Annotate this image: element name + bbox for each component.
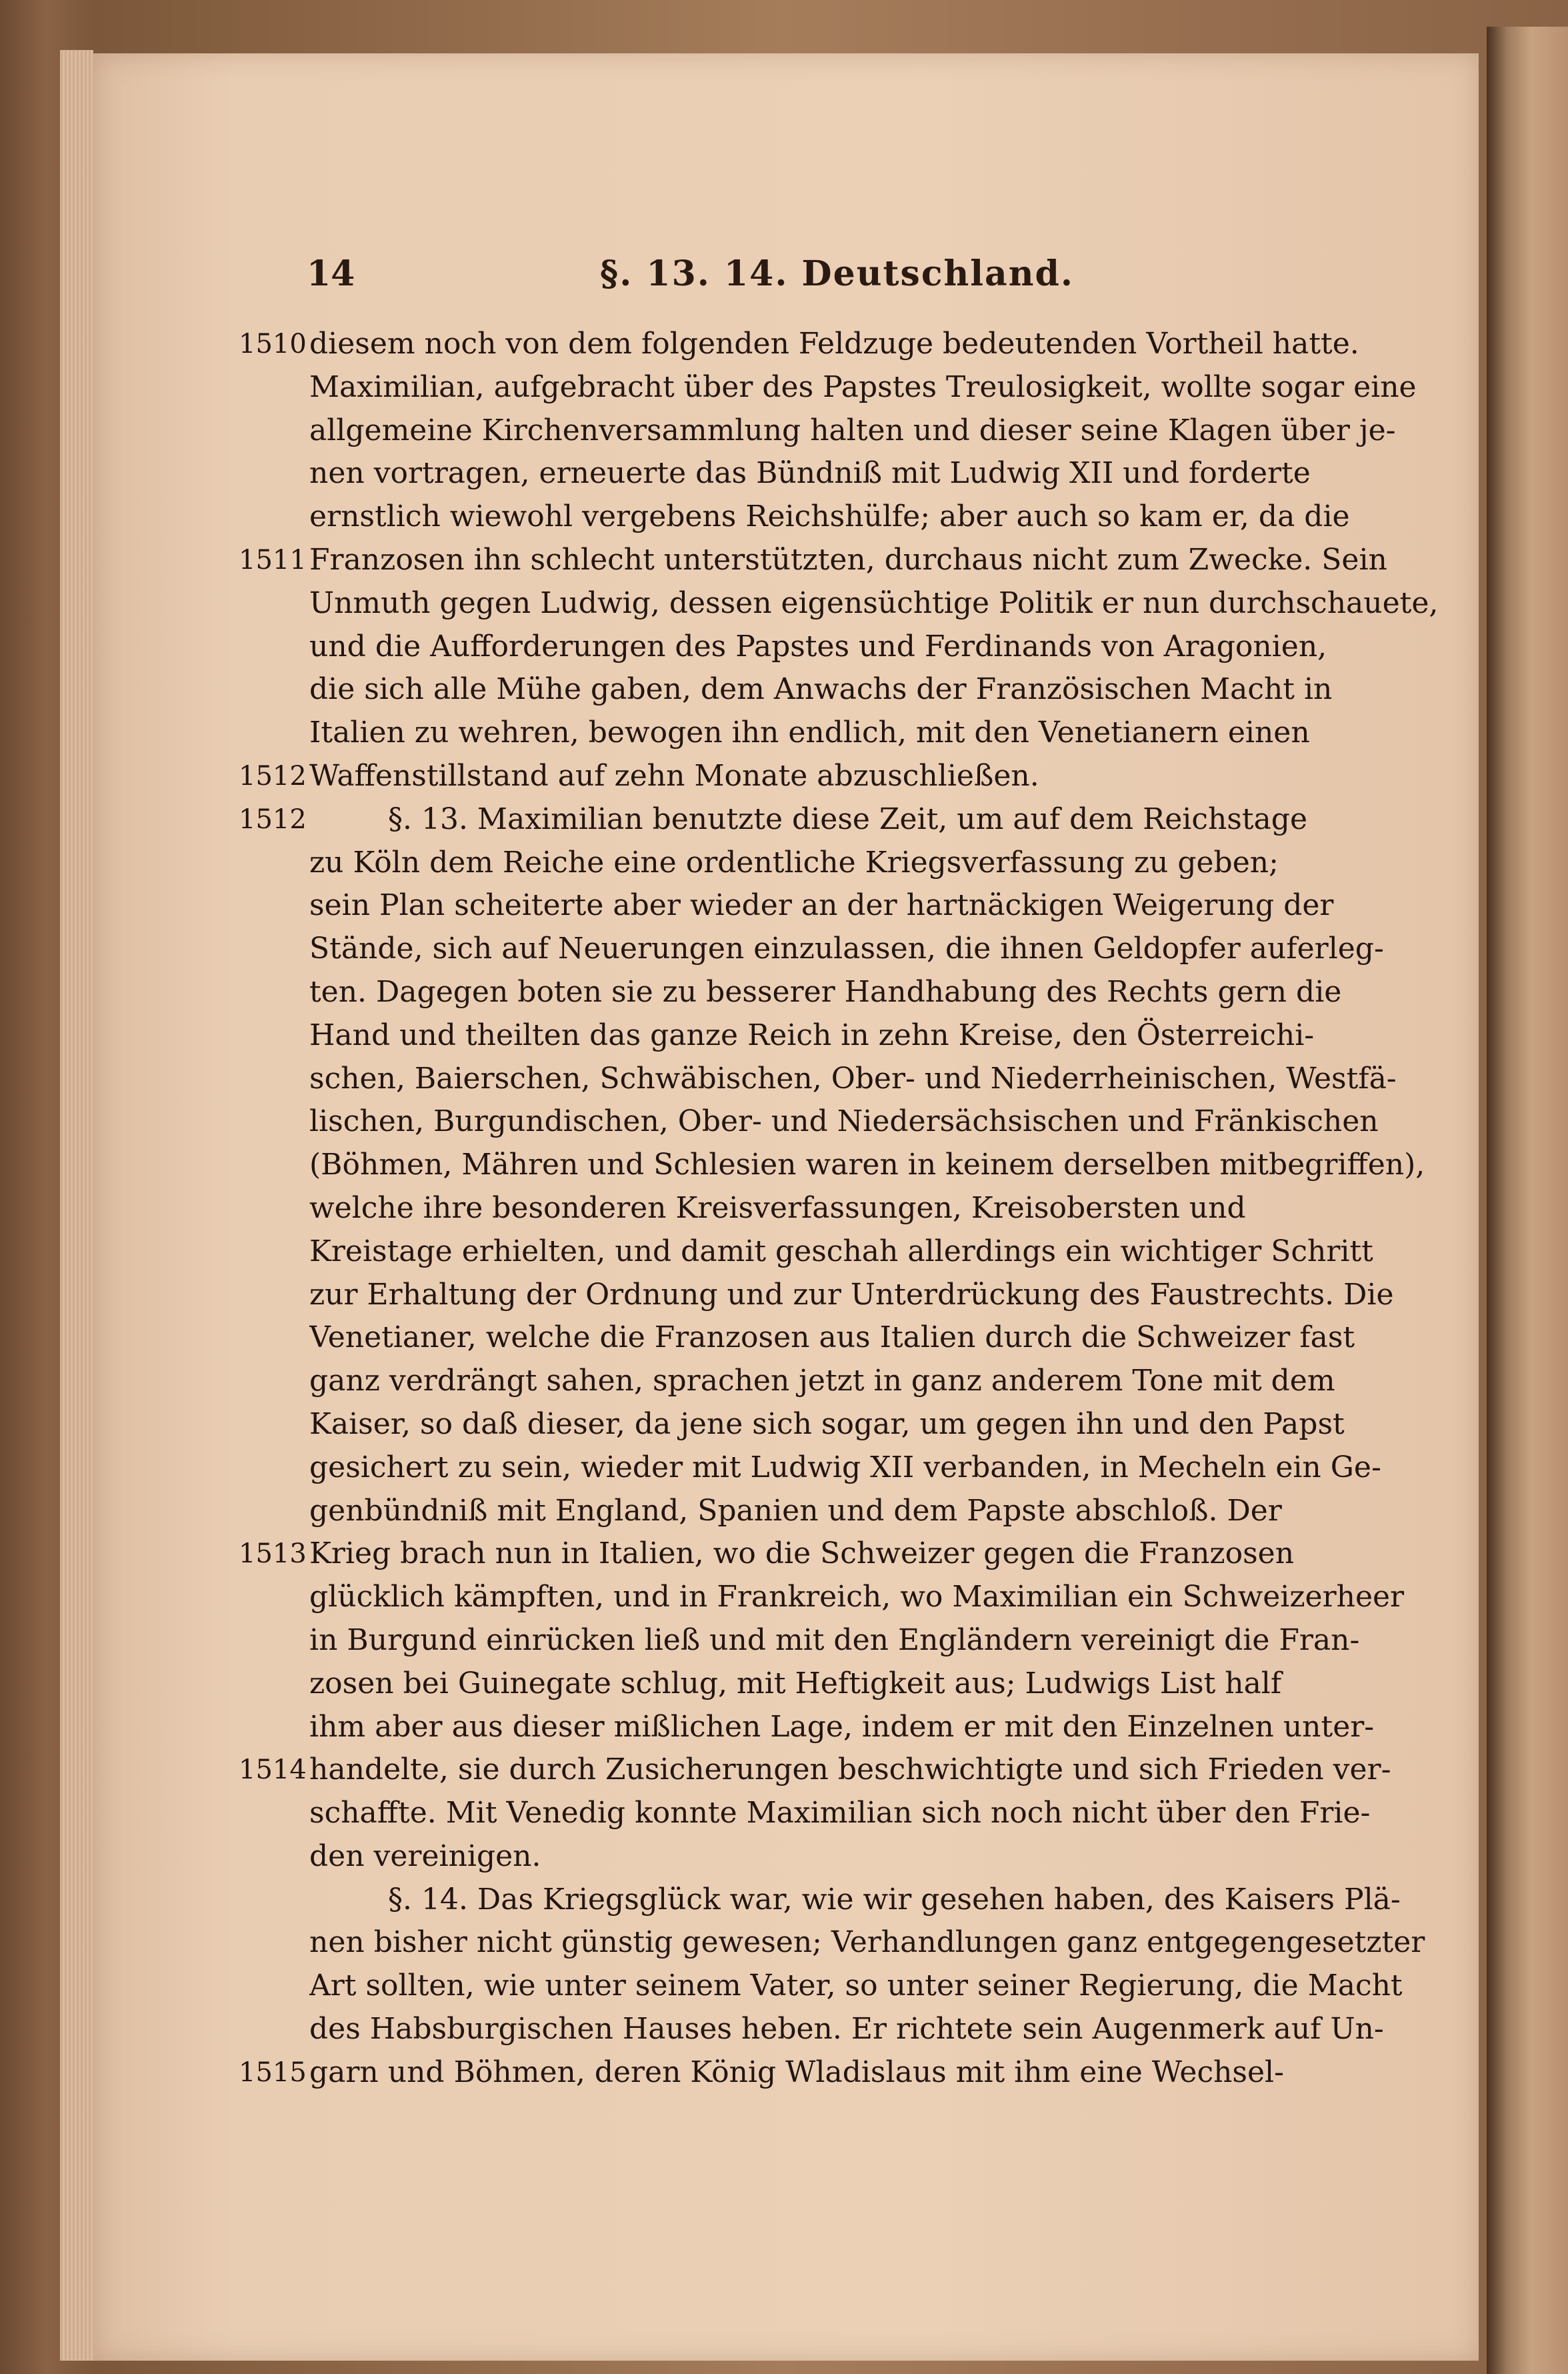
text-line [93, 1446, 1479, 1490]
line-text: Waffenstillstand auf zehn Monate abzuschließen. [309, 758, 1039, 793]
text-line [93, 626, 1479, 669]
line-text: die sich alle Mühe gaben, dem Anwachs der Französischen Macht in [309, 672, 1333, 707]
text-line [93, 1662, 1479, 1706]
text-line [93, 1835, 1479, 1879]
line-text: zosen bei Guinegate schlug, mit Heftigkeit aus; Ludwigs List half [309, 1666, 1282, 1700]
text-line [93, 1532, 1479, 1576]
line-text: §. 13. Maximilian benutzte diese Zeit, um auf dem Reichstage [388, 802, 1307, 836]
line-text: genbündniß mit England, Spanien und dem Papste abschloß. Der [309, 1493, 1282, 1528]
text-line [93, 798, 1479, 842]
margin-year: 1515 [239, 2057, 307, 2088]
line-text: schaffte. Mit Venedig konnte Maximilian sich noch nicht über den Frie- [309, 1796, 1371, 1831]
text-line [93, 1187, 1479, 1230]
line-text: §. 14. Das Kriegsglück war, wie wir gesehen haben, des Kaisers Plä- [388, 1882, 1401, 1917]
text-line [93, 1360, 1479, 1403]
book-page [93, 53, 1479, 2361]
text-line [93, 1879, 1479, 1922]
text-line [93, 712, 1479, 755]
text-line [93, 755, 1479, 798]
margin-year: 1511 [239, 544, 307, 575]
line-text: sein Plan scheiterte aber wieder an der hartnäckigen Weigerung der [309, 888, 1334, 923]
text-line [93, 1965, 1479, 2008]
margin-year: 1514 [239, 1754, 307, 1786]
text-line [93, 1403, 1479, 1446]
line-text: handelte, sie durch Zusicherungen beschwichtigte und sich Frieden ver- [309, 1752, 1391, 1787]
margin-year: 1512 [239, 804, 307, 835]
line-text: ten. Dagegen boten sie zu besserer Handhabung des Rechts gern die [309, 974, 1342, 1009]
text-line [93, 1490, 1479, 1533]
text-line [93, 884, 1479, 928]
text-line [93, 1921, 1479, 1965]
page-stack-edge [60, 50, 93, 2361]
line-text: den vereinigen. [309, 1839, 541, 1873]
line-text: Art sollten, wie unter seinem Vater, so unter seiner Regierung, die Macht [309, 1969, 1403, 2003]
book-spine-edge [1487, 27, 1568, 2374]
line-text: des Habsburgischen Hauses heben. Er richtete sein Augenmerk auf Un- [309, 2012, 1384, 2047]
text-line [93, 668, 1479, 712]
line-text: Italien zu wehren, bewogen ihn endlich, mit den Venetianern einen [309, 716, 1310, 750]
text-line [93, 2008, 1479, 2051]
line-text: ganz verdrängt sahen, sprachen jetzt in ganz anderem Tone mit dem [309, 1364, 1335, 1398]
line-text: gesichert zu sein, wieder mit Ludwig XII verbanden, in Mecheln ein Ge- [309, 1450, 1381, 1484]
line-text: (Böhmen, Mähren und Schlesien waren in keinem derselben mitbegriffen), [309, 1148, 1425, 1182]
text-line [93, 323, 1479, 366]
text-line [93, 1748, 1479, 1792]
line-text: und die Aufforderungen des Papstes und Ferdinands von Aragonien, [309, 629, 1327, 664]
text-line [93, 495, 1479, 539]
margin-year: 1512 [239, 760, 307, 792]
line-text: Venetianer, welche die Franzosen aus Italien durch die Schweizer fast [309, 1320, 1355, 1355]
text-line [93, 2051, 1479, 2095]
line-text: Stände, sich auf Neuerungen einzulassen, die ihnen Geldopfer auferleg- [309, 932, 1384, 966]
text-line [93, 409, 1479, 453]
line-text: zu Köln dem Reiche eine ordentliche Kriegsverfassung zu geben; [309, 845, 1279, 880]
line-text: ernstlich wiewohl vergebens Reichshülfe; aber auch so kam er, da die [309, 499, 1350, 534]
line-text: nen bisher nicht günstig gewesen; Verhandlungen ganz entgegengesetzter [309, 1925, 1425, 1960]
text-line [93, 971, 1479, 1014]
line-text: ihm aber aus dieser mißlichen Lage, indem er mit den Einzelnen unter- [309, 1709, 1375, 1744]
margin-year: 1510 [239, 329, 307, 359]
text-line [93, 539, 1479, 582]
running-header [93, 253, 1479, 307]
line-text: garn und Böhmen, deren König Wladislaus mit ihm eine Wechsel- [309, 2055, 1284, 2089]
text-line [93, 1792, 1479, 1835]
page-number: 14 [307, 253, 355, 294]
line-text: Kreistage erhielten, und damit geschah allerdings ein wichtiger Schritt [309, 1234, 1373, 1268]
text-line [93, 366, 1479, 409]
line-text: zur Erhaltung der Ordnung und zur Unterdrückung des Faustrechts. Die [309, 1277, 1394, 1312]
page-body-text [93, 323, 1479, 2095]
text-line [93, 1014, 1479, 1058]
line-text: glücklich kämpften, und in Frankreich, wo Maximilian ein Schweizerheer [309, 1580, 1405, 1614]
line-text: schen, Baierschen, Schwäbischen, Ober- und Niederrheinischen, Westfä- [309, 1061, 1397, 1096]
text-line [93, 1058, 1479, 1101]
text-line [93, 452, 1479, 495]
text-line [93, 1144, 1479, 1187]
line-text: Maximilian, aufgebracht über des Papstes Treulosigkeit, wollte sogar eine [309, 369, 1417, 404]
text-line [93, 1230, 1479, 1274]
text-line [93, 928, 1479, 971]
line-text: nen vortragen, erneuerte das Bündniß mit Ludwig XII und forderte [309, 456, 1311, 491]
line-text: Hand und theilten das ganze Reich in zehn Kreise, den Österreichi- [309, 1018, 1315, 1052]
line-text: Franzosen ihn schlecht unterstützten, durchaus nicht zum Zwecke. Sein [309, 542, 1387, 577]
line-text: allgemeine Kirchenversammlung halten und dieser seine Klagen über je- [309, 413, 1396, 447]
line-text: Unmuth gegen Ludwig, dessen eigensüchtige Politik er nun durchschauete, [309, 585, 1439, 620]
text-line [93, 1706, 1479, 1749]
text-line [93, 1576, 1479, 1619]
text-line [93, 842, 1479, 885]
text-line [93, 1274, 1479, 1317]
line-text: Krieg brach nun in Italien, wo die Schweizer gegen die Franzosen [309, 1536, 1295, 1571]
line-text: Kaiser, so daß dieser, da jene sich sogar, um gegen ihn und den Papst [309, 1406, 1345, 1441]
line-text: diesem noch von dem folgenden Feldzuge bedeutenden Vortheil hatte. [309, 327, 1359, 361]
line-text: lischen, Burgundischen, Ober- und Niedersächsischen und Fränkischen [309, 1104, 1379, 1139]
text-line [93, 1316, 1479, 1360]
text-line [93, 1100, 1479, 1144]
line-text: welche ihre besonderen Kreisverfassungen, Kreisobersten und [309, 1190, 1246, 1225]
text-line [93, 1619, 1479, 1662]
margin-year: 1513 [239, 1538, 307, 1570]
line-text: in Burgund einrücken ließ und mit den Engländern vereinigt die Fran- [309, 1622, 1360, 1657]
section-heading: §. 13. 14. Deutschland. [600, 253, 1075, 294]
text-line [93, 582, 1479, 626]
